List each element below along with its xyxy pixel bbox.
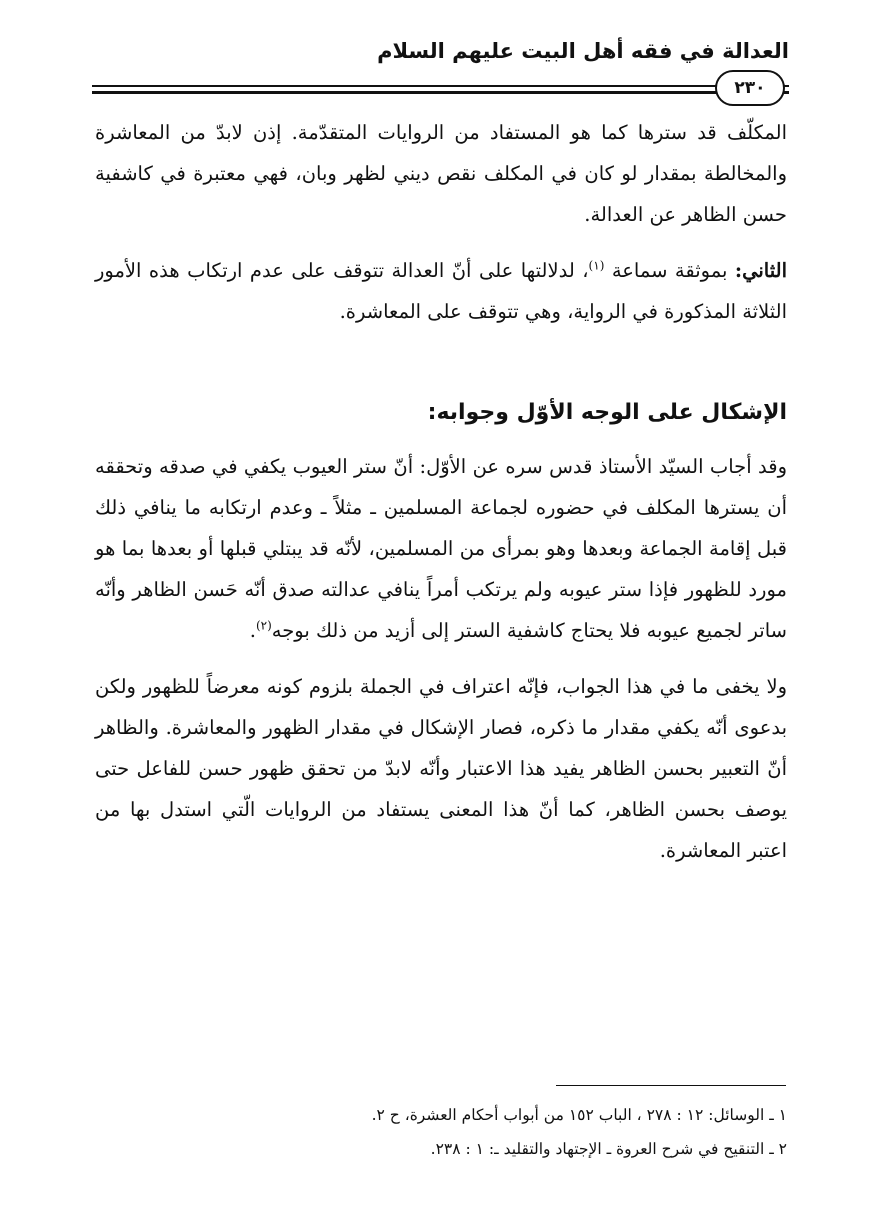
- footnotes: [95, 1098, 787, 1166]
- paragraph-2-lead: الثاني:: [734, 259, 787, 282]
- paragraph-3: [95, 446, 787, 651]
- paragraph-4: ولا يخفى ما في هذا الجواب، فإنّه اعتراف في الجملة بلزوم كونه معرضاً للظهور ولكن بدعوى أنّه يكفي مقدار ما ذكره، فصار الإشكال في مقدار الظهور والمعاشرة. والظاهر أنّ التعبير بحسن الظاهر يفيد هذا الاعتبار وأنّه لابدّ من تحقق ظهور حسن للفاعل حتى يوصف بحسن الظاهر، كما أنّ هذا المعنى يستفاد من الروايات الّتي استدل بها من اعتبر المعاشرة.: [95, 675, 787, 862]
- main-text: [95, 112, 787, 871]
- header-rule-thick: [92, 91, 789, 94]
- paragraph-2-text-a: بموثقة سماعة: [604, 259, 735, 282]
- header-rule-thin: [92, 85, 789, 87]
- footnote-ref-2: (٢): [255, 618, 272, 633]
- page-number: ٢٣٠: [715, 70, 785, 106]
- footnote-2: ٢ ـ التنقيح في شرح العروة ـ الإجتهاد والتقليد ـ: ١ : ٢٣٨.: [430, 1140, 787, 1158]
- paragraph-3-text-a: وقد أجاب السيّد الأستاذ قدس سره عن الأوّل: أنّ ستر العيوب يكفي في صدقه وتحققه أن يسترها المكلف في حضوره لجماعة المسلمين ـ مثلاً ـ وعدم ارتكابه ما ينافي ذلك قبل إقامة الجماعة وبعدها وهو بمرأى من المسلمين، لأنّه قد يبتلي قبلها أو بعدها بما هو مورد للظهور فإذا ستر عيوبه ولم يرتكب أمراً ينافي عدالته صدق أنّه حَسن الظاهر وأنّه ساتر لجميع عيوبه فلا يحتاج كاشفية الستر إلى أزيد من ذلك بوجه: [95, 455, 787, 642]
- paragraph-1: المكلّف قد سترها كما هو المستفاد من الروايات المتقدّمة. إذن لابدّ من المعاشرة والمخالطة بمقدار لو كان في المكلف نقص ديني لظهر وبان، فهي معتبرة في كاشفية حسن الظاهر عن العدالة.: [95, 121, 787, 226]
- running-header-title: العدالة في فقه أهل البيت عليهم السلام: [377, 39, 789, 63]
- footnote-separator: [556, 1085, 786, 1086]
- section-heading: الإشكال على الوجه الأوّل وجوابه:: [427, 400, 787, 425]
- paragraph-2: [95, 250, 787, 332]
- paragraph-2-text-b: ، لدلالتها على أنّ العدالة تتوقف على عدم ارتكاب هذه الأمور الثلاثة المذكورة في الرواية، وهي تتوقف على المعاشرة.: [95, 259, 787, 323]
- footnote-ref-1: (١): [588, 258, 605, 273]
- paragraph-3-text-b: .: [249, 619, 256, 642]
- footnote-1: ١ ـ الوسائل: ١٢ : ٢٧٨ ، الباب ١٥٢ من أبواب أحكام العشرة، ح ٢.: [371, 1106, 787, 1124]
